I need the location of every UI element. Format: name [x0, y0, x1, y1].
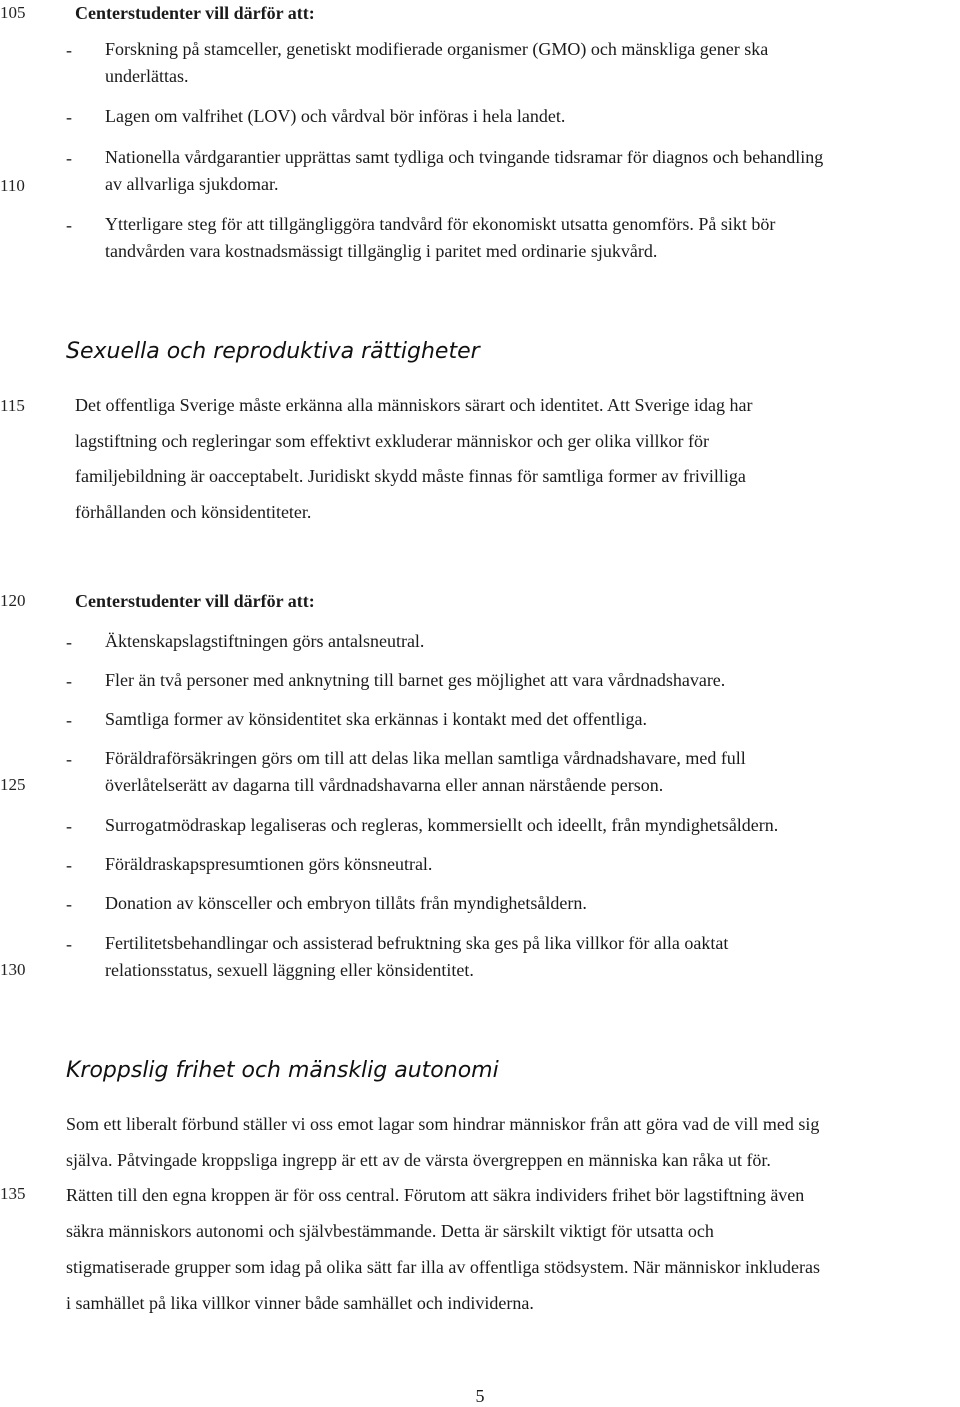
list-bullet: -: [66, 40, 72, 60]
line-number: 120: [0, 591, 26, 610]
list-item-line: Forskning på stamceller, genetiskt modifierade organismer (GMO) och mänskliga gener ska: [105, 39, 769, 59]
list-heading: Centerstudenter vill därför att:: [75, 3, 315, 23]
paragraph-line: Som ett liberalt förbund ställer vi oss emot lagar som hindrar människor från att göra vad de vill med sig: [66, 1114, 820, 1134]
line-number: 110: [0, 176, 25, 195]
list-item-line: Nationella vårdgarantier upprättas samt tydliga och tvingande tidsramar för diagnos och behandling: [105, 147, 824, 167]
paragraph-line: själva. Påtvingade kroppsliga ingrepp är ett av de värsta övergreppen en människa kan råka ut för.: [66, 1149, 771, 1170]
list-item-line: Fertilitetsbehandlingar och assisterad befruktning ska ges på lika villkor för alla oaktat: [105, 933, 729, 953]
paragraph-line: stigmatiserade grupper som idag på olika sätt far illa av offentliga stödsystem. När människor inkluderas: [66, 1256, 820, 1277]
list-item-line: relationsstatus, sexuell läggning eller könsidentitet.: [105, 960, 474, 980]
list-item-line: Fler än två personer med anknytning till barnet ges möjlighet att vara vårdnadshavare.: [105, 670, 726, 690]
list-bullet: -: [66, 107, 72, 127]
list-item: [105, 812, 960, 839]
list-item: [105, 144, 960, 198]
list-item: [105, 36, 960, 90]
paragraph-line: Det offentliga Sverige måste erkänna alla människors särart och identitet. Att Sverige idag har: [75, 395, 753, 415]
list-item-line: Surrogatmödraskap legaliseras och regleras, kommersiellt och ideellt, från myndighetsåldern.: [105, 815, 779, 835]
list-item: [105, 211, 960, 265]
list-item-line: underlättas.: [105, 66, 189, 86]
list-item-line: Ytterligare steg för att tillgängliggöra tandvård för ekonomiskt utsatta genomförs. På sikt bör: [105, 214, 776, 234]
list-item: [105, 628, 960, 655]
list-item-line: Äktenskapslagstiftningen görs antalsneutral.: [105, 631, 425, 651]
list-bullet: -: [66, 215, 72, 235]
list-item-line: av allvarliga sjukdomar.: [105, 174, 279, 194]
line-number: 130: [0, 960, 26, 979]
list-bullet: -: [66, 934, 72, 954]
list-item-line: Lagen om valfrihet (LOV) och vårdval bör införas i hela landet.: [105, 106, 566, 126]
list-item: [105, 930, 960, 984]
line-number: 115: [0, 396, 25, 415]
list-heading: Centerstudenter vill därför att:: [75, 591, 315, 611]
page-number: 5: [475, 1386, 485, 1406]
list-bullet: -: [66, 632, 72, 652]
list-item-line: Föräldraskapspresumtionen görs könsneutral.: [105, 854, 433, 874]
list-bullet: -: [66, 148, 72, 168]
list-bullet: -: [66, 855, 72, 875]
list-item: [105, 745, 960, 799]
list-item-line: tandvården vara kostnadsmässigt tillgänglig i paritet med ordinarie sjukvård.: [105, 241, 658, 261]
list-item: [105, 706, 960, 733]
list-item: [105, 103, 960, 130]
list-bullet: -: [66, 671, 72, 691]
list-item-line: överlåtelserätt av dagarna till vårdnadshavarna eller annan närstående person.: [105, 775, 664, 795]
line-number: 125: [0, 775, 26, 794]
line-number: 105: [0, 3, 26, 22]
list-item: [105, 851, 960, 878]
section-heading: Kroppslig frihet och mänsklig autonomi: [66, 1058, 499, 1083]
body-paragraph: [66, 1107, 958, 1321]
list-bullet: -: [66, 710, 72, 730]
list-item-line: Samtliga former av könsidentitet ska erkännas i kontakt med det offentliga.: [105, 709, 648, 729]
paragraph-line: familjebildning är oacceptabelt. Juridiskt skydd måste finnas för samtliga former av frivilliga: [75, 466, 746, 486]
list-bullet: -: [66, 816, 72, 836]
paragraph-line: i samhället på lika villkor vinner både samhället och individerna.: [66, 1292, 534, 1313]
list-item-line: Donation av könsceller och embryon tillåts från myndighetsåldern.: [105, 893, 587, 913]
list-item: [105, 890, 960, 917]
line-number: 135: [0, 1184, 26, 1203]
section-heading: Sexuella och reproduktiva rättigheter: [66, 339, 480, 364]
list-bullet: -: [66, 749, 72, 769]
paragraph-line: säkra människors autonomi och självbestämmande. Detta är särskilt viktigt för utsatta och: [66, 1221, 714, 1242]
paragraph-line: Rätten till den egna kroppen är för oss central. Förutom att säkra individers frihet bör lagstiftning även: [66, 1185, 805, 1206]
paragraph-line: lagstiftning och regleringar som effektivt exkluderar människor och ger olika villkor för: [75, 430, 709, 451]
paragraph-line: förhållanden och könsidentiteter.: [75, 501, 312, 522]
list-bullet: -: [66, 894, 72, 914]
list-item: [105, 667, 960, 694]
body-paragraph: [75, 388, 955, 530]
list-item-line: Föräldraförsäkringen görs om till att delas lika mellan samtliga vårdnadshavare, med full: [105, 748, 746, 768]
